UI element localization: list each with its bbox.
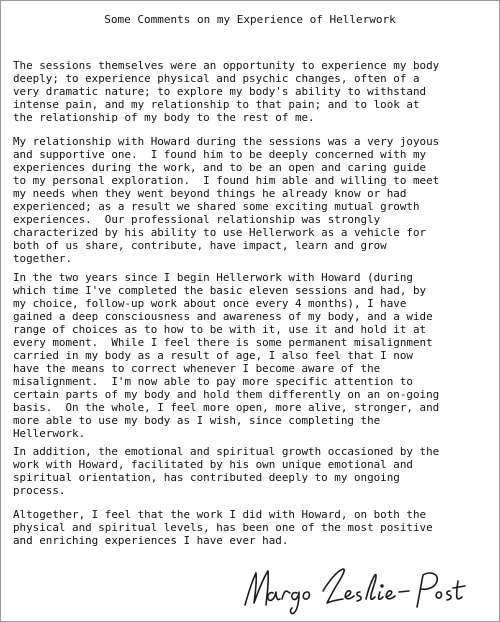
paragraph-5	[13, 508, 433, 547]
text-line: have the means to correct whenever I become aware of the	[13, 362, 381, 375]
text-line: the relationship of my body to the rest of me.	[13, 111, 315, 124]
paragraph-4	[13, 445, 439, 497]
text-line: spiritual orientation, has contributed deeply to my ongoing	[13, 471, 400, 484]
text-line: Altogether, I feel that the work I did with Howard, on both the	[13, 508, 427, 521]
text-line: which time I've completed the basic eleven sessions and had, by	[13, 284, 427, 297]
text-line: physical and spiritual levels, has been one of the most positive	[13, 521, 433, 534]
text-line: misalignment. I'm now able to pay more specific attention to	[13, 375, 413, 388]
text-line: more able to use my body as I wish, since completing the	[13, 414, 381, 427]
text-line: intense pain, and my relationship to that pain; and to look at	[13, 98, 420, 111]
text-line: basis. On the whole, I feel more open, more alive, stronger, and	[13, 401, 440, 414]
text-line: very dramatic nature; to explore my body's ability to withstand	[13, 85, 427, 98]
paragraph-3	[13, 271, 439, 440]
document-title: Some Comments on my Experience of Hellerwork	[104, 13, 396, 26]
text-line: Hellerwork.	[13, 427, 86, 440]
text-line: process.	[13, 484, 66, 497]
text-line: my needs when they went beyond things he already know or had	[13, 187, 407, 200]
text-line: experienced; as a result we shared some exciting mutual growth	[13, 200, 420, 213]
text-line: In addition, the emotional and spiritual growth occasioned by the	[13, 445, 440, 458]
signature-graphic	[239, 561, 469, 616]
text-line: certain parts of my body and hold them differently on an on-going	[13, 388, 440, 401]
text-line: and enriching experiences I have ever had.	[13, 534, 289, 547]
text-line: both of us share, contribute, have impact, learn and grow	[13, 239, 387, 252]
text-line: together.	[13, 252, 73, 265]
text-line: range of choices as to how to be with it, use it and hold it at	[13, 323, 427, 336]
text-line: and supportive one. I found him to be deeply concerned with my	[13, 148, 427, 161]
text-line: carried in my body as a result of age, I also feel that I now	[13, 349, 413, 362]
text-line: experiences during the work, and to be an open and caring guide	[13, 161, 427, 174]
text-line: My relationship with Howard during the sessions was a very joyous	[13, 135, 440, 148]
text-line: experiences. Our professional relationship was strongly	[13, 213, 381, 226]
handwritten-signature	[239, 561, 469, 616]
paragraph-2	[13, 135, 439, 265]
text-line: every moment. While I feel there is some permanent misalignment	[13, 336, 433, 349]
text-line: In the two years since I begin Hellerwork with Howard (during	[13, 271, 413, 284]
text-line: my choice, follow-up work about once every 4 months), I have	[13, 297, 407, 310]
paragraph-1	[13, 59, 439, 124]
text-line: gained a deep consciousness and awareness of my body, and a wide	[13, 310, 433, 323]
text-line: The sessions themselves were an opportunity to experience my body	[13, 59, 440, 72]
text-line: deeply; to experience physical and psychic changes, often of a	[13, 72, 420, 85]
text-line: to my personal exploration. I found him able and willing to meet	[13, 174, 440, 187]
text-line: characterized by his ability to use Hellerwork as a vehicle for	[13, 226, 427, 239]
text-line: work with Howard, facilitated by his own unique emotional and	[13, 458, 413, 471]
